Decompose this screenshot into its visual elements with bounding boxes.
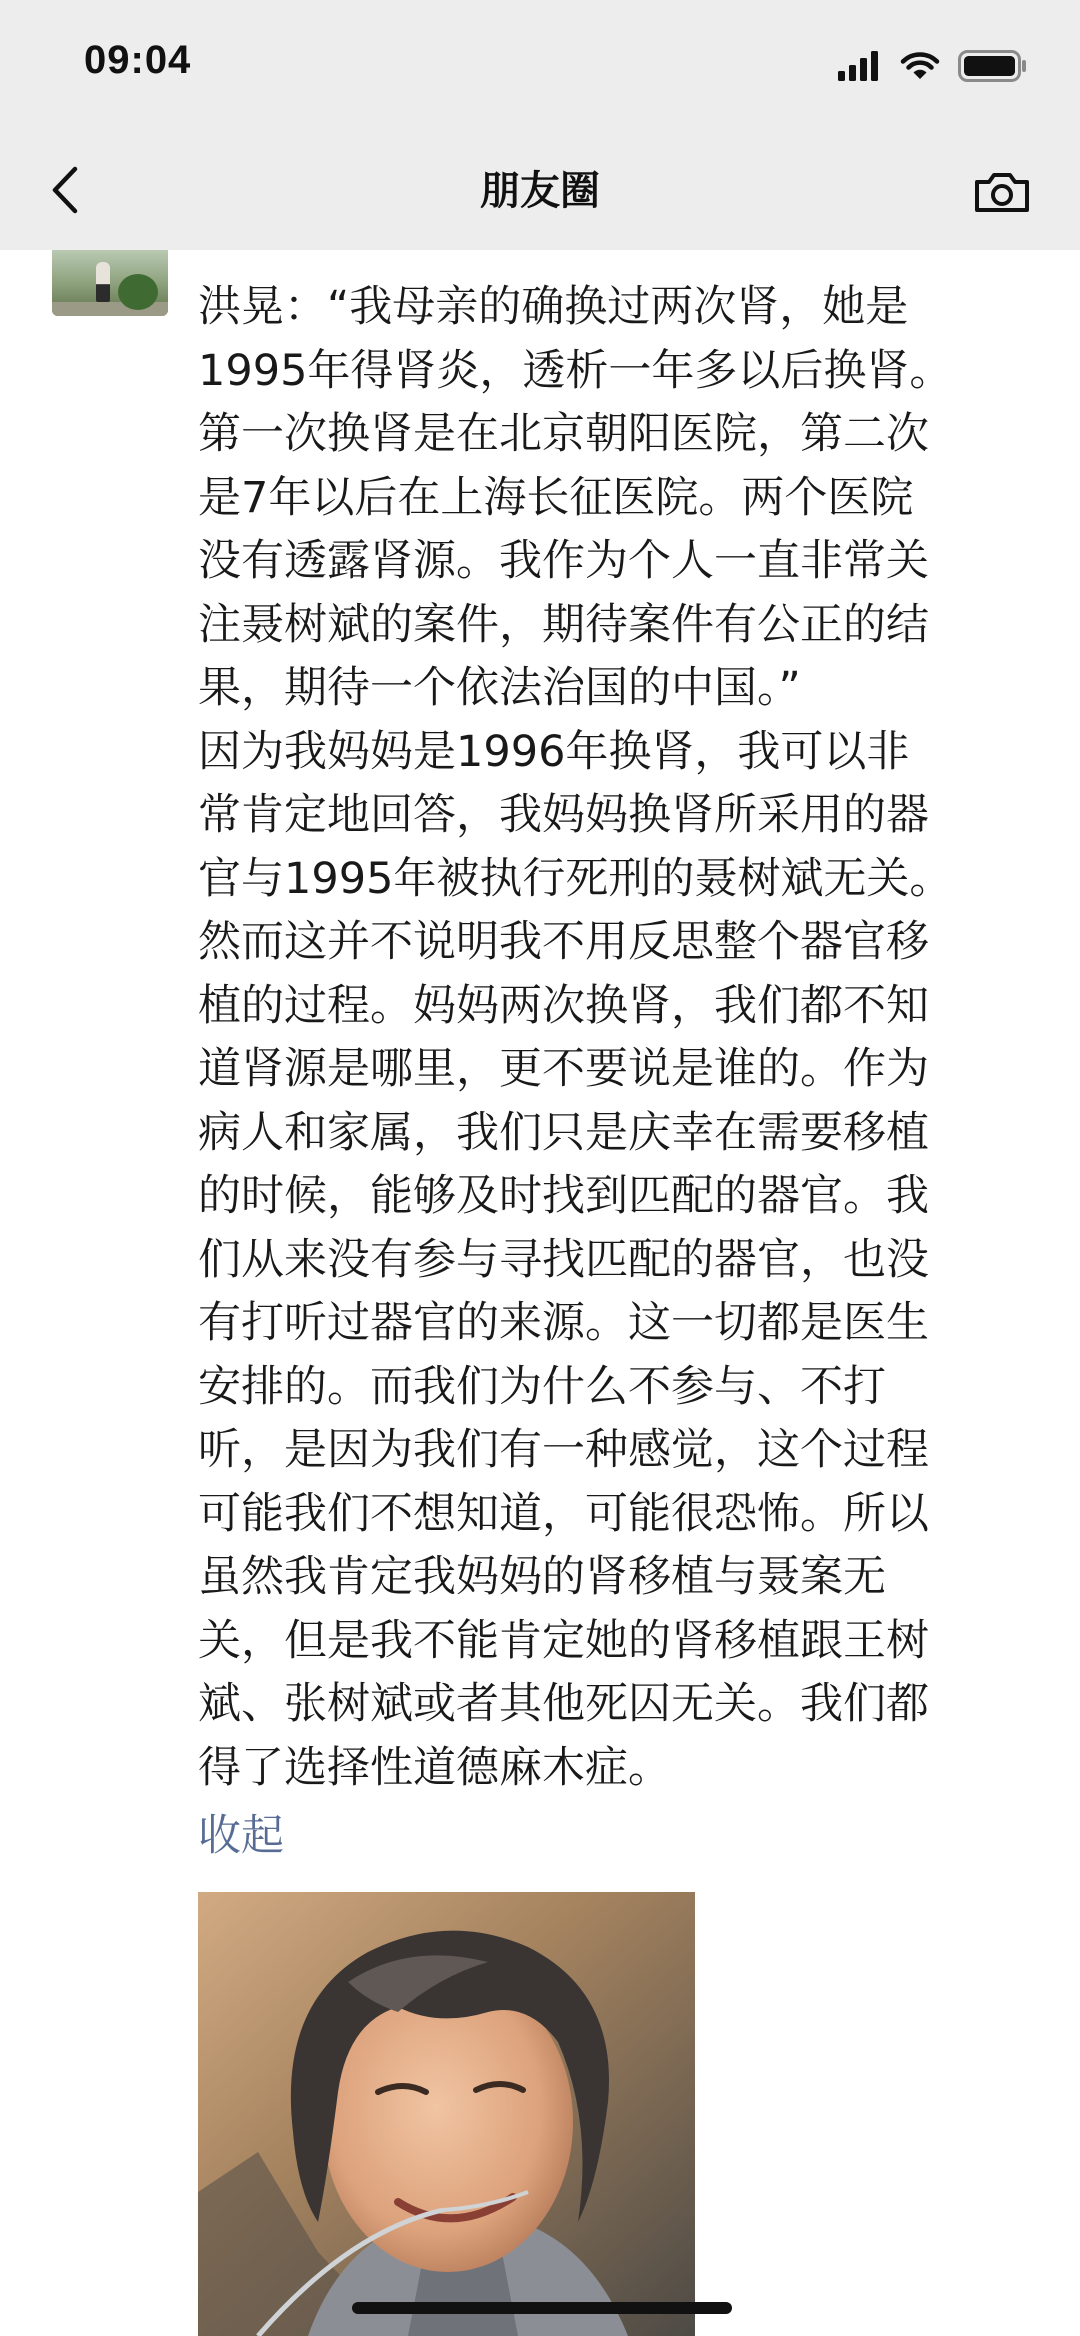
camera-icon (973, 170, 1031, 214)
back-button[interactable] (40, 160, 90, 220)
post-photo[interactable] (198, 1892, 695, 2336)
page-title: 朋友圈 (480, 168, 600, 214)
signal-icon (838, 51, 882, 81)
avatar-bush (118, 274, 158, 310)
wifi-icon (900, 51, 940, 81)
portrait-image (198, 1892, 695, 2336)
status-time: 09:04 (84, 38, 192, 82)
collapse-link[interactable]: 收起 (198, 1811, 284, 1861)
battery-icon (958, 50, 1028, 82)
home-indicator[interactable] (352, 2302, 732, 2314)
top-bar (0, 0, 1080, 250)
post-text: 洪晃：“我母亲的确换过两次肾，她是 1995年得肾炎，透析一年多以后换肾。 第一次换肾是在北京朝阳医院，第二次 是7年以后在上海长征医院。两个医院 没有透露肾源。我作为个人一直非常关 注聂树斌的案件，期待案件有公正的结 果，期待一个依法治国的中国。” 因为我妈妈是1996年换肾，我可以非 常肯定地回答，我妈妈换肾所采用的器 官与1995年被执行死刑的聂树斌无关。 然而这并不说明我不用反思整个器官移 植的过程。妈妈两次换肾，我们都不知 道肾源是哪里，更不要说是谁的。作为 病人和家属，我们只是庆幸在需要移植 的时候，能够及时找到匹配的器官。我 们从来没有参与寻找匹配的器官，也没 有打听过器官的来源。这一切都是医生 安排的。而我们为什么不参与、不打 听，是因为我们有一种感觉，这个过程 可能我们不想知道，可能很恐怖。所以 虽然我肯定我妈妈的肾移植与聂案无 关，但是我不能肯定她的肾移植跟王树 斌、张树斌或者其他死囚无关。我们都 得了选择性道德麻木症。 (198, 282, 953, 1793)
status-icons (820, 46, 1028, 86)
avatar[interactable] (52, 250, 168, 316)
chevron-left-icon (50, 165, 80, 215)
camera-button[interactable] (970, 162, 1034, 222)
avatar-person (96, 262, 110, 302)
